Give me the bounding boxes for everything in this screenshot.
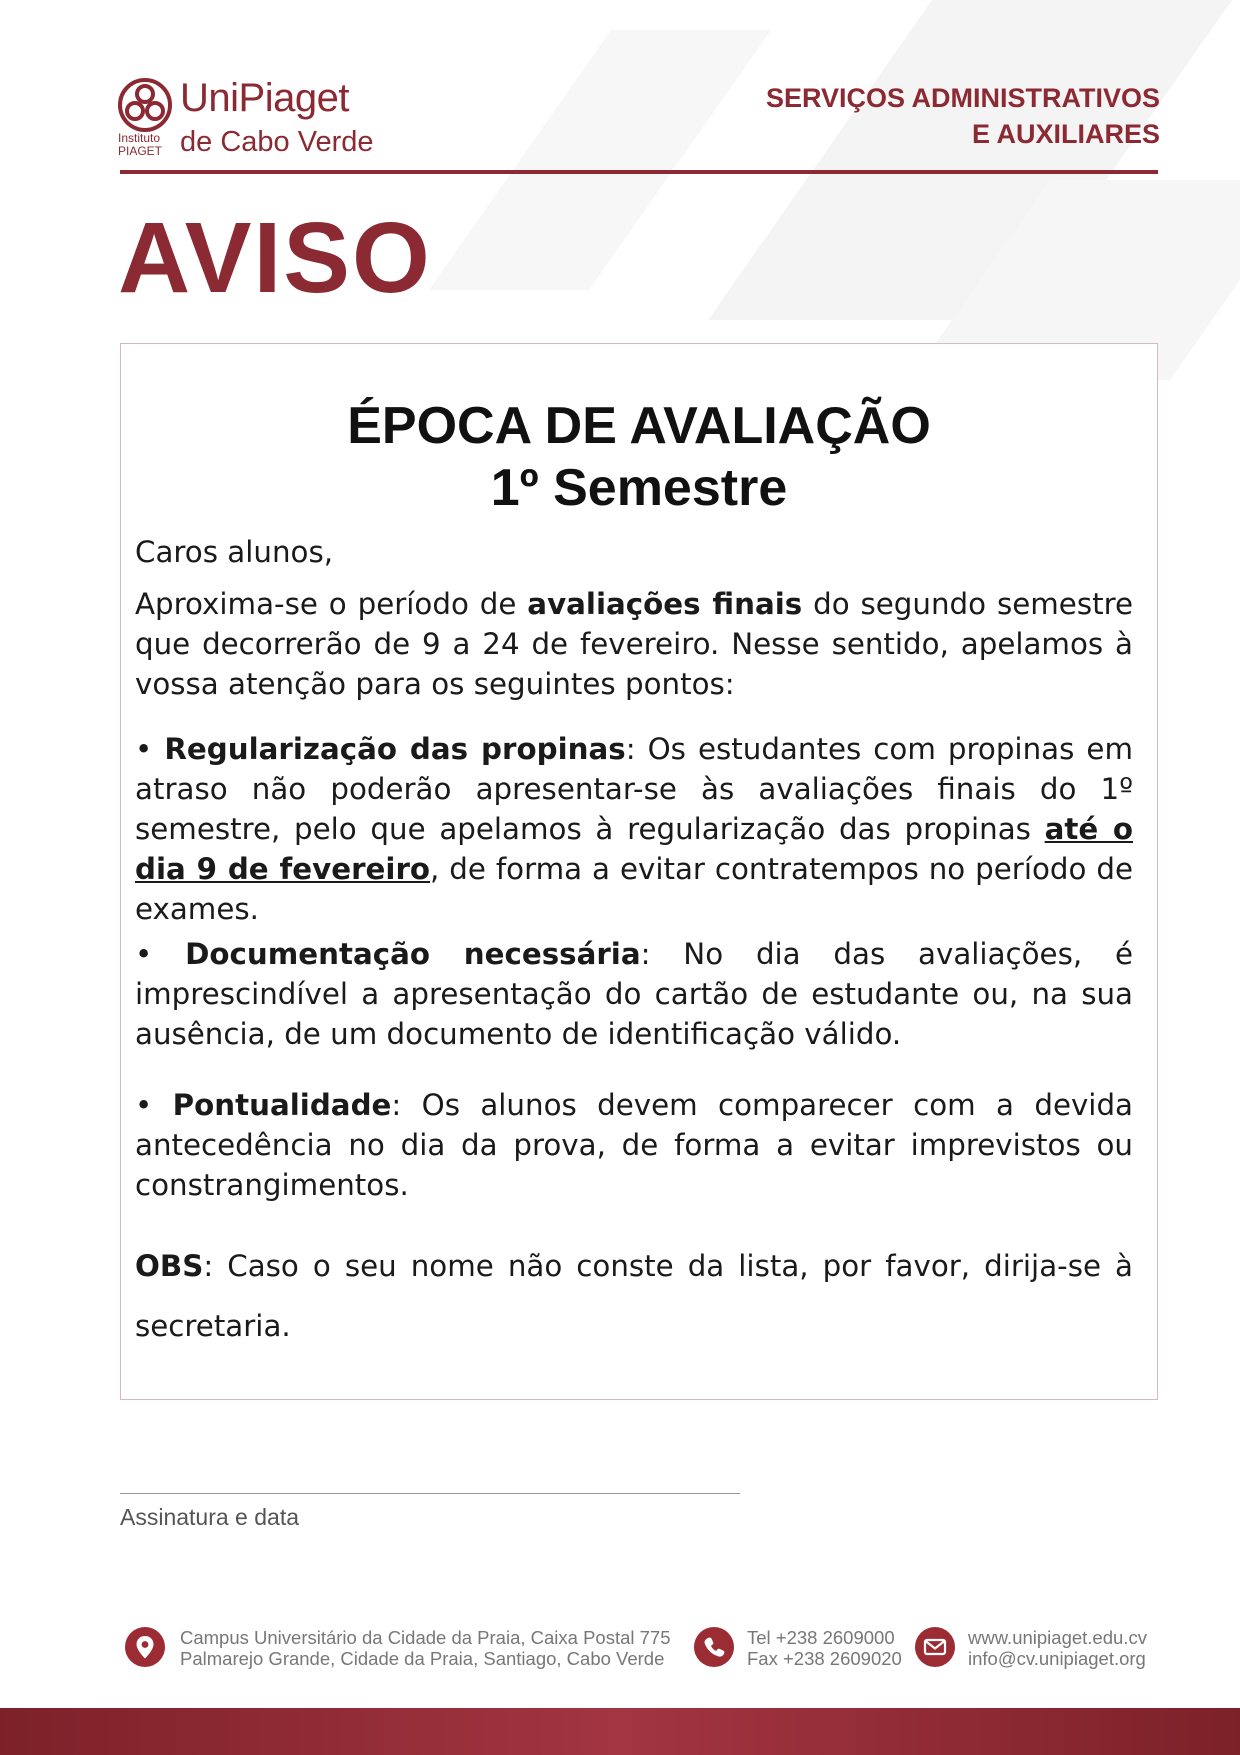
item-propinas	[135, 729, 1133, 929]
footer-web	[968, 1627, 1147, 1669]
item-text: : Os estudantes com propinas em atraso não poderão apresentar-se às avaliações finais do 1º semestre, pelo que apelamos à regularização das propinas	[135, 732, 1133, 846]
phone-icon	[694, 1627, 734, 1667]
phone-number: Tel +238 2609000	[747, 1627, 895, 1648]
notice-heading: ÉPOCA DE AVALIAÇÃO	[347, 397, 931, 455]
item-text: , de forma a evitar contratempos no período de exames.	[135, 852, 1133, 926]
deadline-text: até o dia 9 de fevereiro	[135, 812, 1133, 886]
department-name	[766, 80, 1160, 152]
intro-text: do segundo semestre que decorrerão de 9 a 24 de fevereiro. Nesse sentido, apelamos à vossa atenção para os seguintes pontos:	[135, 587, 1133, 701]
page-title: AVISO	[118, 202, 432, 314]
bullet: •	[135, 1088, 153, 1122]
footer-phone	[747, 1627, 902, 1669]
background-shape	[429, 30, 771, 290]
department-line-1: SERVIÇOS ADMINISTRATIVOS	[765, 83, 1160, 113]
item-documentacao	[135, 934, 1133, 1054]
obs-label: OBS	[135, 1249, 204, 1283]
item-text: : No dia das avaliações, é imprescindível a apresentação do cartão de estudante ou, na sua ausência, de um documento de identificação válido.	[135, 937, 1133, 1051]
signature-line	[120, 1493, 740, 1494]
obs-note	[135, 1236, 1133, 1356]
logo-subtitle: de Cabo Verde	[180, 126, 374, 158]
bullet: •	[135, 937, 153, 971]
notice-subheading: 1º Semestre	[490, 459, 788, 517]
department-line-2: E AUXILIARES	[971, 119, 1160, 149]
logo-name: UniPiaget	[180, 76, 349, 120]
logo-institute: Instituto PIAGET	[118, 131, 163, 158]
mail-icon	[915, 1627, 955, 1667]
obs-text: : Caso o seu nome não conste da lista, por favor, dirija-se à secretaria.	[135, 1249, 1133, 1343]
address-line-1: Campus Universitário da Cidade da Praia, Caixa Postal 775	[180, 1627, 671, 1648]
fax-number: Fax +238 2609020	[747, 1648, 902, 1669]
item-title: Regularização das propinas	[164, 732, 626, 766]
intro-paragraph	[135, 584, 1133, 704]
header-divider	[120, 170, 1158, 174]
unipiaget-logo	[118, 74, 378, 164]
notice-box	[120, 343, 1158, 1400]
greeting: Caros alunos,	[135, 535, 334, 569]
intro-text: Aproxima-se o período de	[135, 587, 528, 621]
website-link[interactable]: www.unipiaget.edu.cv	[968, 1627, 1147, 1648]
triskelion-logo-icon	[118, 78, 172, 132]
intro-emphasis: avaliações finais	[527, 587, 803, 621]
item-title: Documentação necessária	[185, 937, 641, 971]
item-pontualidade	[135, 1085, 1133, 1205]
signature-label: Assinatura e data	[120, 1504, 300, 1530]
item-title: Pontualidade	[172, 1088, 392, 1122]
email-link[interactable]: info@cv.unipiaget.org	[968, 1648, 1146, 1669]
item-text: : Os alunos devem comparecer com a devida antecedência no dia da prova, de forma a evitar imprevistos ou constrangimentos.	[135, 1088, 1133, 1202]
bullet: •	[135, 732, 153, 766]
address-line-2: Palmarejo Grande, Cidade da Praia, Santiago, Cabo Verde	[180, 1648, 665, 1669]
map-pin-icon	[125, 1627, 165, 1667]
footer-address	[180, 1627, 671, 1669]
footer-bar	[0, 1708, 1240, 1755]
